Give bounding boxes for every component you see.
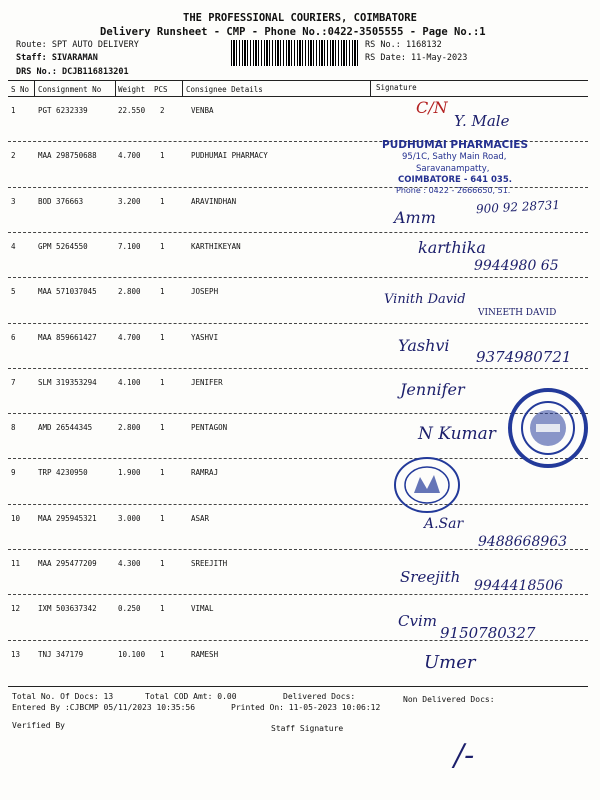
col-header-signature: Signature xyxy=(376,83,417,92)
signature-11: Sreejith xyxy=(400,568,461,586)
printed-on: Printed On: 11-05-2023 10:06:12 xyxy=(231,703,381,712)
cell-sno: 8 xyxy=(11,423,16,432)
col-header-sno: S No xyxy=(11,85,30,94)
cell-consignee: JOSEPH xyxy=(191,287,219,296)
pharmacy-stamp-address: 95/1C, Sathy Main Road, xyxy=(402,152,507,162)
cell-consignee: PENTAGON xyxy=(191,423,228,432)
cell-consignee: KARTHIKEYAN xyxy=(191,242,241,251)
cell-pcs: 1 xyxy=(160,333,165,342)
cell-weight: 0.250 xyxy=(118,604,141,613)
col-header-pcs: PCS xyxy=(154,85,168,94)
cell-pcs: 1 xyxy=(160,559,165,568)
cell-consignee: VENBA xyxy=(191,106,214,115)
cell-consignee: ASAR xyxy=(191,514,210,523)
cell-consignment: TRP 4230950 xyxy=(38,468,88,477)
row-separator xyxy=(8,413,588,414)
row-separator xyxy=(8,504,588,505)
cell-consignment: MAA 295945321 xyxy=(38,514,97,523)
cell-consignment: TNJ 347179 xyxy=(38,650,84,659)
row-separator xyxy=(8,232,588,233)
col-header-consignment: Consignment No xyxy=(38,85,102,94)
cell-sno: 10 xyxy=(11,514,21,523)
runsheet-subtitle: Delivery Runsheet - CMP - Phone No.:0422-3505555 - Page No.:1 xyxy=(100,26,486,38)
cell-sno: 1 xyxy=(11,106,16,115)
cell-consignment: MAA 295477209 xyxy=(38,559,97,568)
barcode xyxy=(231,40,359,66)
col-header-weight: Weight xyxy=(118,85,146,94)
signature-12-phone: 9150780327 xyxy=(440,624,536,642)
table-header-border xyxy=(8,96,588,97)
table-top-border xyxy=(8,80,588,81)
cell-sno: 11 xyxy=(11,559,21,568)
signature-11-phone: 9944418506 xyxy=(474,578,564,594)
cell-sno: 3 xyxy=(11,197,16,206)
row-separator xyxy=(8,277,588,278)
cell-sno: 2 xyxy=(11,151,16,160)
total-cod: Total COD Amt: 0.00 xyxy=(145,692,237,701)
pharmacy-stamp-name: PUDHUMAI PHARMACIES xyxy=(382,139,529,151)
cell-sno: 12 xyxy=(11,604,21,613)
signature-13: Umer xyxy=(424,652,476,673)
cell-sno: 5 xyxy=(11,287,16,296)
verifier-mark: /- xyxy=(454,738,475,773)
signature-10: A.Sar xyxy=(424,516,464,532)
signature-4-phone: 9944980 65 xyxy=(474,258,559,274)
cell-pcs: 1 xyxy=(160,514,165,523)
cell-weight: 4.300 xyxy=(118,559,141,568)
cell-consignment: PGT 6232339 xyxy=(38,106,88,115)
cell-pcs: 1 xyxy=(160,197,165,206)
cell-consignee: ARAVINDHAN xyxy=(191,197,237,206)
staff-label: Staff: SIVARAMAN xyxy=(16,53,98,63)
cell-pcs: 1 xyxy=(160,151,165,160)
cell-consignee: JENIFER xyxy=(191,378,223,387)
cell-consignment: MAA 571037045 xyxy=(38,287,97,296)
signature-8: N Kumar xyxy=(418,424,496,444)
signature-4: karthika xyxy=(418,238,486,257)
cell-consignee: RAMESH xyxy=(191,650,219,659)
col-divider xyxy=(115,80,116,96)
pentagon-seal xyxy=(506,386,590,470)
footer-top-border xyxy=(8,686,588,687)
rs-number: RS No.: 1168132 xyxy=(365,40,442,50)
entered-by: Entered By :CJBCMP 05/11/2023 10:35:56 xyxy=(12,703,196,712)
verified-by: Verified By xyxy=(12,721,65,730)
cell-pcs: 1 xyxy=(160,468,165,477)
cell-weight: 10.100 xyxy=(118,650,146,659)
row-separator xyxy=(8,458,588,459)
signature-3-phone: 900 92 28731 xyxy=(475,197,561,217)
cell-consignee: YASHVI xyxy=(191,333,219,342)
signature-3: Amm xyxy=(394,208,436,227)
cell-weight: 4.100 xyxy=(118,378,141,387)
cell-weight: 7.100 xyxy=(118,242,141,251)
signature-5-name: VINEETH DAVID xyxy=(478,308,557,318)
cell-weight: 3.200 xyxy=(118,197,141,206)
delivered-docs: Delivered Docs: xyxy=(283,692,356,701)
cell-weight: 2.800 xyxy=(118,423,141,432)
row-separator xyxy=(8,323,588,324)
pharmacy-stamp-phone: Phone : 0422 - 2666650, 51. xyxy=(396,186,511,195)
signature-12: Cvim xyxy=(398,612,437,630)
cell-weight: 1.900 xyxy=(118,468,141,477)
col-divider xyxy=(370,80,371,96)
cell-consignment: BOD 376663 xyxy=(38,197,84,206)
cell-weight: 4.700 xyxy=(118,151,141,160)
cell-weight: 3.000 xyxy=(118,514,141,523)
signature-1-mark: C/N xyxy=(416,98,448,117)
cell-pcs: 1 xyxy=(160,650,165,659)
cell-sno: 7 xyxy=(11,378,16,387)
cell-consignment: GPM 5264550 xyxy=(38,242,88,251)
cell-pcs: 1 xyxy=(160,423,165,432)
cell-weight: 4.700 xyxy=(118,333,141,342)
pharmacy-stamp-area: Saravanampatty, xyxy=(416,164,490,174)
cell-consignment: SLM 319353294 xyxy=(38,378,97,387)
signature-1: Y. Male xyxy=(454,112,510,130)
signature-7: Jennifer xyxy=(400,380,465,399)
pharmacy-stamp-city: COIMBATORE - 641 035. xyxy=(398,175,512,185)
cell-weight: 22.550 xyxy=(118,106,146,115)
cell-pcs: 1 xyxy=(160,287,165,296)
cell-consignee: SREEJITH xyxy=(191,559,228,568)
cell-pcs: 1 xyxy=(160,242,165,251)
row-separator xyxy=(8,594,588,595)
cell-consignee: RAMRAJ xyxy=(191,468,219,477)
cell-pcs: 1 xyxy=(160,378,165,387)
drs-number: DRS No.: DCJB116813201 xyxy=(16,67,129,77)
row-separator xyxy=(8,368,588,369)
route-label: Route: SPT AUTO DELIVERY xyxy=(16,40,139,50)
signature-5: Vinith David xyxy=(384,292,466,307)
rs-date: RS Date: 11-May-2023 xyxy=(365,53,468,63)
cell-sno: 13 xyxy=(11,650,21,659)
cell-sno: 9 xyxy=(11,468,16,477)
cell-weight: 2.800 xyxy=(118,287,141,296)
col-divider xyxy=(182,80,183,96)
cell-sno: 4 xyxy=(11,242,16,251)
total-docs: Total No. Of Docs: 13 xyxy=(12,692,114,701)
signature-6: Yashvi xyxy=(398,336,450,355)
cell-consignee: PUDHUMAI PHARMACY xyxy=(191,151,268,160)
staff-signature: Staff Signature xyxy=(271,724,344,733)
col-divider xyxy=(34,80,35,96)
ramraj-seal xyxy=(392,455,462,515)
signature-10-phone: 9488668963 xyxy=(478,534,568,550)
cell-consignment: AMD 26544345 xyxy=(38,423,93,432)
cell-consignment: IXM 503637342 xyxy=(38,604,97,613)
col-header-consignee: Consignee Details xyxy=(186,85,263,94)
cell-consignment: MAA 859661427 xyxy=(38,333,97,342)
non-delivered-docs: Non Delivered Docs: xyxy=(403,695,495,704)
cell-pcs: 1 xyxy=(160,604,165,613)
cell-consignee: VIMAL xyxy=(191,604,214,613)
cell-consignment: MAA 298750688 xyxy=(38,151,97,160)
company-name: THE PROFESSIONAL COURIERS, COIMBATORE xyxy=(183,12,417,24)
cell-pcs: 2 xyxy=(160,106,165,115)
cell-sno: 6 xyxy=(11,333,16,342)
signature-6-phone: 9374980721 xyxy=(476,348,572,366)
